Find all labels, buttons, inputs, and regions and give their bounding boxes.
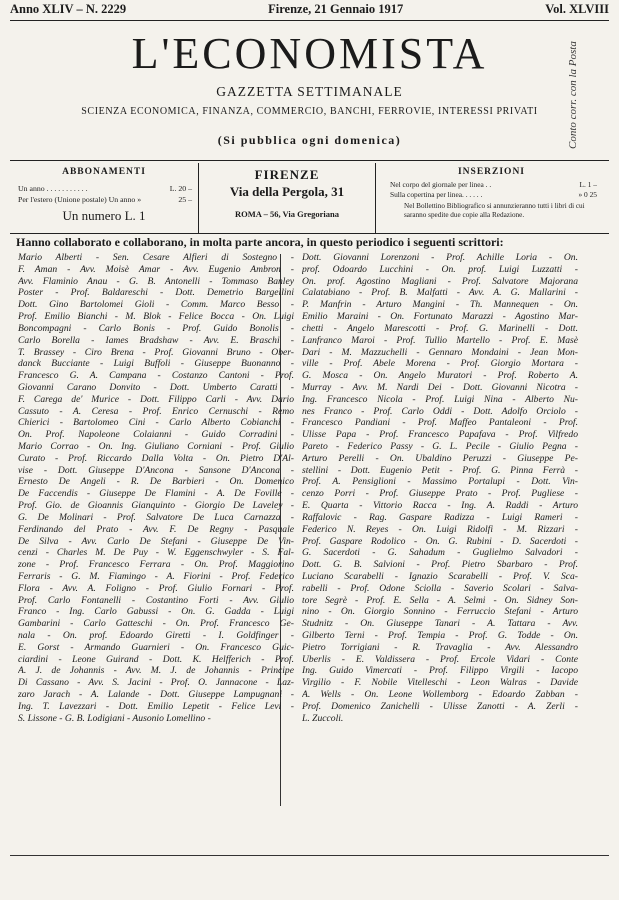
contributor-line: Di Cassano - Avv. S. Jacini - Prof. O. Jannacone - Laz- (18, 677, 294, 689)
contributor-line: Pareto - Federico Passy - G. L. Pecile - Giulio Pegna - (302, 441, 578, 452)
contributor-line: Franco - Ing. Carlo Gabussi - On. G. Gadda - Luigi (18, 606, 294, 618)
postal-stamp: Conto corr. con la Posta (567, 41, 579, 149)
contributor-line: De Faccendis - Giuseppe De Flamini - A. De Foville - (18, 488, 294, 500)
contributor-line: Giovanni Carano Donvito - Dott. Umberto Caratti - (18, 381, 294, 393)
contributor-line: F. Aman - Avv. Moisè Amar - Avv. Eugenio Ambron - (18, 263, 294, 275)
contributor-line: Ferraris - G. M. Fiamingo - A. Fiorini - Prof. Federico (18, 570, 294, 582)
single-issue-price: Un numero L. 1 (62, 208, 146, 223)
issue-line (10, 2, 609, 17)
contributor-line: Cassuto - A. Ceresa - Prof. Enrico Cernuschi - Remo (18, 405, 294, 417)
contributor-line: E. Gorst - Armando Guarnieri - On. Francesco Guic- (18, 641, 294, 653)
contributor-line: F. Carega de' Murice - Dott. Filippo Carli - Avv. Dario (18, 393, 294, 405)
contributor-line: P. Manfrin - Arturo Mangini - Th. Mannequen - On. (302, 299, 578, 311)
contributor-line: Prof. A. Pensiglioni - Massimo Portalupi - Dott. Vin- (302, 476, 578, 488)
contributor-line: Boncompagni - Carlo Bonis - Prof. Guido Bonolis - (18, 322, 294, 334)
subscription-price: L. 20 – (169, 184, 192, 193)
info-top-rule (10, 160, 609, 161)
contributor-line: Dari - M. Mazzuchelli - Gennaro Mondaini - Jean Mon- (302, 346, 578, 358)
subscriptions-title: ABBONAMENTI (62, 167, 146, 177)
contributor-line: prof. Odoardo Lucchini - On. prof. Luigi Luzzatti - (302, 263, 578, 275)
contributor-line: Luciano Scarabelli - Ignazio Scarabelli - Prof. V. Sca- (302, 570, 578, 582)
rome-office: ROMA – 56, Via Gregoriana (235, 209, 339, 219)
address-city: FIRENZE (254, 167, 320, 182)
contributor-line: Curato - Prof. Riccardo Dalla Volta - On. Pietro D'Al- (18, 452, 294, 464)
contributor-line: Dott. Gino Bartolomei Gioli - Comm. Marco Besso - (18, 299, 294, 311)
contributor-line: A. J. de Johannis - Avv. M. J. de Johannis - Principe (18, 665, 294, 677)
info-bottom-rule (10, 233, 609, 234)
masthead-subtitle: GAZZETTA SETTIMANALE (216, 84, 403, 99)
contributor-line: Lanfranco Maroi - Prof. Tullio Martello - Prof. E. Masè (302, 334, 578, 346)
contributor-line: ciardini - Leone Guirand - Dott. K. Helfferich - Prof. (18, 653, 294, 665)
issue-number: Anno XLIV – N. 2229 (10, 2, 127, 16)
contributor-line: G. Sacerdoti - G. Sahadum - Guglielmo Salvadori - (302, 547, 578, 559)
contributor-line: G. De Molinari - Prof. Salvatore De Luca Carnazza - (18, 511, 294, 523)
contributor-line: Francesco Pandiani - Prof. Maffeo Pantaleoni - Prof. (302, 417, 578, 429)
contributor-line: nala - On. prof. Edoardo Giretti - I. Goldfinger - (18, 630, 294, 641)
contributor-line: Raffalovic - Rag. Gaspare Radizza - Luigi Rameri - (302, 511, 578, 523)
contributor-line: stellini - Dott. Eugenio Petit - Prof. G. Pinna Ferrà - (302, 464, 578, 476)
contributor-line: zaro Jarach - A. Lalande - Dott. Giuseppe Lampugnani - (18, 689, 294, 701)
contributor-line: cenzo Porri - Prof. Giuseppe Prato - Prof. Pugliese - (302, 488, 578, 500)
contributor-line: Mario Corrao - On. Ing. Giuliano Corniani - Prof. Giulio (18, 441, 294, 452)
contributors-heading: Hanno collaborato e collaborano, in molta parte ancora, in questo periodico i seguenti scrittori: (16, 235, 504, 249)
contributor-line: Flora - Avv. A. Foligno - Prof. Giulio Fornari - Prof. (18, 582, 294, 594)
contributor-line: A. Wells - On. Leone Wollemborg - Edoardo Zabban - (302, 689, 578, 701)
address-box (198, 163, 376, 233)
contributor-line: Chierici - Bartolomeo Cini - Carlo Alberto Cobianchi - (18, 417, 294, 429)
place-date: Firenze, 21 Gennaio 1917 (268, 2, 404, 16)
insertion-line (374, 180, 609, 190)
contributor-line: Dott. G. B. Salvioni - Prof. Pietro Sbarbaro - Prof. (302, 559, 578, 571)
contributor-line: Prof. Carlo Fontanelli - Costantino Forti - Avv. Giulio (18, 594, 294, 606)
contributor-line: On. Prof. Napoleone Colaianni - Guido Corradini - (18, 429, 294, 441)
subscription-line (10, 183, 198, 194)
contributor-line: Gilberto Terni - Prof. Tempia - Prof. G. Todde - On. (302, 630, 578, 641)
insertion-price: L. 1 – (579, 180, 597, 189)
contributor-line: Murray - Avv. M. Nardi Dei - Dott. Giovanni Nicotra - (302, 381, 578, 393)
contributor-line: Ernesto De Angeli - R. De Barbieri - On. Domenico (18, 476, 294, 488)
contributor-line: Ing. T. Lavezzari - Dott. Emilio Lepetit - Felice Levi - (18, 700, 294, 712)
contributor-line: nes Franco - Prof. Carlo Oddi - Dott. Adolfo Orciolo - (302, 405, 578, 417)
subscription-label: Per l'estero (Unione postale) Un anno » (18, 195, 142, 204)
contributor-line: G. Mosca - On. Angelo Muratori - Prof. Roberto A. (302, 370, 578, 382)
bibliography-note: Nel Bollettino Bibliografico si annunzieranno tutti i libri di cui saranno spedite due copie alla Redazione. (404, 202, 585, 219)
subscription-price: 25 – (178, 195, 192, 204)
contributor-line: T. Brassey - Ciro Brena - Prof. Giovanni Bruno - Ober- (18, 346, 294, 358)
contributor-line: rabelli - Prof. Odone Sciolla - Saverio Scolari - Salva- (302, 582, 578, 594)
contributors-left-column (18, 252, 294, 725)
contributor-line: cenzi - Charles M. De Puy - W. Eggenschwyler - S. Fal- (18, 547, 294, 559)
contributor-line: Carlo Borella - Iames Bradshaw - Avv. E. Braschi - (18, 334, 294, 346)
contributor-line: chetti - Angelo Marescotti - Prof. G. Marinelli - Dott. (302, 322, 578, 334)
contributor-line: Gambarini - Carlo Gatteschi - On. Prof. Francesco Ge- (18, 618, 294, 630)
contributor-line: E. Quarta - Vittorio Racca - Ing. A. Raddi - Arturo (302, 500, 578, 512)
bottom-rule (10, 855, 609, 856)
contributor-line: Avv. Flaminio Anau - G. B. Antonelli - Tommaso Banley (18, 275, 294, 287)
contributor-line: tore Segrè - Prof. E. Sella - A. Selmi - On. Sidney Son- (302, 594, 578, 606)
contributor-line: De Silva - Avv. Carlo De Stefani - Giuseppe De Vin- (18, 535, 294, 547)
insertions-title: INSERZIONI (457, 167, 526, 177)
contributor-line: Uberlis - E. Valdissera - Prof. Ercole Vidari - Conte (302, 653, 578, 665)
contributor-line: Prof. Gaspare Rodolico - On. G. Rubini - D. Sacerdoti - (302, 535, 578, 547)
publication-frequency: (Si pubblica ogni domenica) (217, 133, 402, 147)
contributor-line: Federico N. Reyes - On. Luigi Ridolfi - M. Rizzari - (302, 523, 578, 535)
top-rule (10, 20, 609, 21)
contributor-line: On. prof. Agostino Magliani - Prof. Salvatore Majorana (302, 275, 578, 287)
contributor-line: Arturo Perelli - On. Ubaldino Peruzzi - Giuseppe Pe- (302, 452, 578, 464)
contributor-line: zone - Prof. Francesco Ferrara - On. Prof. Maggiorino (18, 559, 294, 571)
contributor-line: Francesco G. A. Campana - Costanzo Cantoni - Prof. (18, 370, 294, 382)
contributor-line: Calatabiano - Prof. B. Malfatti - Avv. A. G. Mallarini - (302, 287, 578, 299)
subscription-label: Un anno . . . . . . . . . . . (18, 184, 88, 193)
contributor-line: Poster - Prof. Baldareschi - Dott. Demetrio Bargellini (18, 287, 294, 299)
masthead-tagline: SCIENZA ECONOMICA, FINANZA, COMMERCIO, BANCHI, FERROVIE, INTERESSI PRIVATI (81, 106, 538, 117)
contributor-line: Pietro Torrigiani - R. Travaglia - Avv. Alessandro (302, 641, 578, 653)
insertions-box (374, 163, 609, 233)
contributor-line: vise - Dott. Giuseppe D'Ancona - Sansone D'Ancona - (18, 464, 294, 476)
insertion-label: Sulla copertina per linea. . . . . . (390, 189, 483, 199)
insertion-price: » 0 25 (578, 189, 597, 199)
contributor-line: Studnitz - On. Giuseppe Tanari - A. Tattara - Avv. (302, 618, 578, 630)
contributor-line: danck Bucciante - Luigi Buffoli - Giuseppe Buonanno - (18, 358, 294, 370)
contributor-line: L. Zuccoli. (302, 712, 344, 724)
contributor-line: Ing. Francesco Nicola - Prof. Luigi Nina - Alberto Nu- (302, 393, 578, 405)
contributor-line: Emilio Maraini - On. Fortunato Marazzi - Agostino Mar- (302, 311, 578, 323)
contributor-line: Ferdinando del Prato - Avv. F. De Regny - Pasquale (18, 523, 294, 535)
subscription-line (10, 194, 198, 205)
contributor-line: nino - On. Giorgio Sonnino - Ferruccio Stefani - Arturo (302, 606, 578, 618)
contributor-line: Ulisse Papa - Prof. Francesco Papafava - Prof. Vilfredo (302, 429, 578, 441)
address-street: Via della Pergola, 31 (229, 184, 345, 199)
contributor-line: Dott. Giovanni Lorenzoni - Prof. Achille Loria - On. (302, 252, 578, 263)
contributor-line: Ing. Guido Vimercati - Prof. Filippo Virgili - Iacopo (302, 665, 578, 677)
volume-number: Vol. XLVIII (545, 2, 609, 16)
contributor-line: ville - Prof. Abele Morena - Prof. Giorgio Mortara - (302, 358, 578, 370)
contributor-line: Prof. Gio. de Gioannis Gianquinto - Giorgio De Laveley - (18, 500, 294, 512)
insertion-label: Nel corpo del giornale per linea . . (390, 180, 492, 189)
contributor-line: Virgilio - F. Nobile Vitelleschi - Leon Walras - Davide (302, 677, 578, 689)
contributor-line: Mario Alberti - Sen. Cesare Alfieri di Sostegno - (18, 252, 294, 263)
contributors-right-column (302, 252, 578, 725)
contributor-line: Prof. Domenico Zanichelli - Ulisse Zanotti - A. Zerli - (302, 700, 578, 712)
contributor-line: Prof. Emilio Bianchi - M. Blok - Felice Bocca - On. Luigi (18, 311, 294, 323)
contributor-line: S. Lissone - G. B. Lodigiani - Ausonio Lomellino - (18, 712, 211, 724)
insertion-line (374, 190, 609, 200)
masthead-title: L'ECONOMISTA (131, 29, 488, 78)
subscriptions-box (10, 163, 198, 233)
